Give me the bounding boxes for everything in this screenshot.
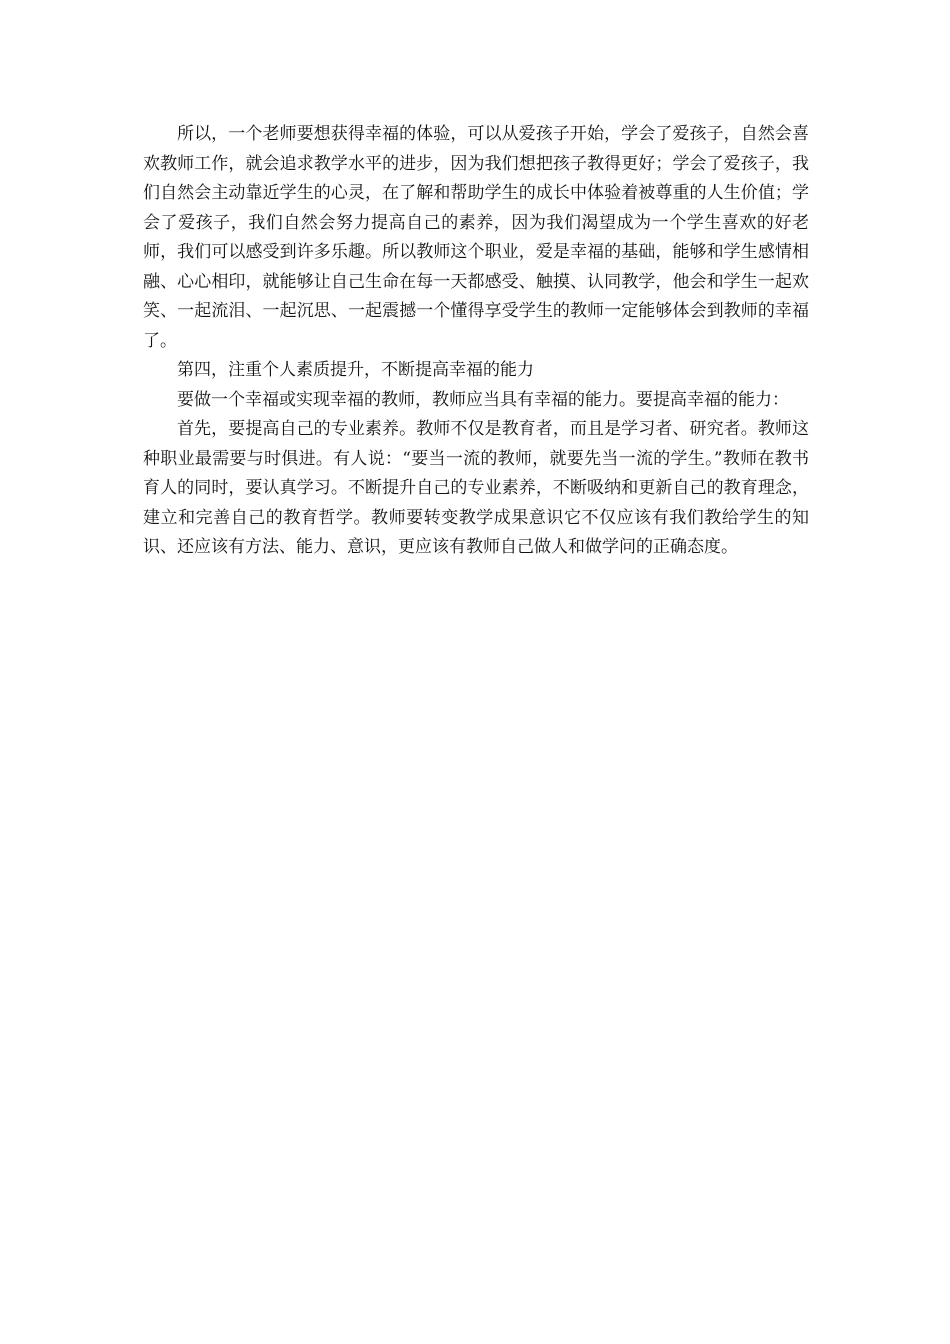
paragraph-happiness-ability: 要做一个幸福或实现幸福的教师，教师应当具有幸福的能力。要提高幸福的能力：: [177, 389, 789, 410]
paragraph-professional-quality: 首先，要提高自己的专业素养。教师不仅是教育者，而且是学习者、研究者。教师这种职业最需要与时俱进。有人说：“要当一流的教师，就要先当一流的学生。”教师在教书育人的同时，要认真学习。不断提升自己的专业素养，不断吸纳和更新自己的教育理念，建立和完善自己的教育哲学。教师要转变教学成果意识它不仅应该有我们教给学生的知识、还应该有方法、能力、意识，更应该有教师自己做人和做学问的正确态度。: [143, 419, 809, 557]
paragraph-love-children: 所以，一个老师要想获得幸福的体验，可以从爱孩子开始，学会了爱孩子，自然会喜欢教师工作，就会追求教学水平的进步，因为我们想把孩子教得更好；学会了爱孩子，我们自然会主动靠近学生的心灵，在了解和帮助学生的成长中体验着被尊重的人生价值；学会了爱孩子，我们自然会努力提高自己的素养，因为我们渴望成为一个学生喜欢的好老师，我们可以感受到许多乐趣。所以教师这个职业，爱是幸福的基础，能够和学生感情相融、心心相印，就能够让自己生命在每一天都感受、触摸、认同教学，他会和学生一起欢笑、一起流泪、一起沉思、一起震撼一个懂得享受学生的教师一定能够体会到教师的幸福了。: [143, 124, 809, 351]
section-heading-fourth: 第四，注重个人素质提升，不断提高幸福的能力: [177, 360, 534, 380]
document-body: [143, 120, 809, 563]
